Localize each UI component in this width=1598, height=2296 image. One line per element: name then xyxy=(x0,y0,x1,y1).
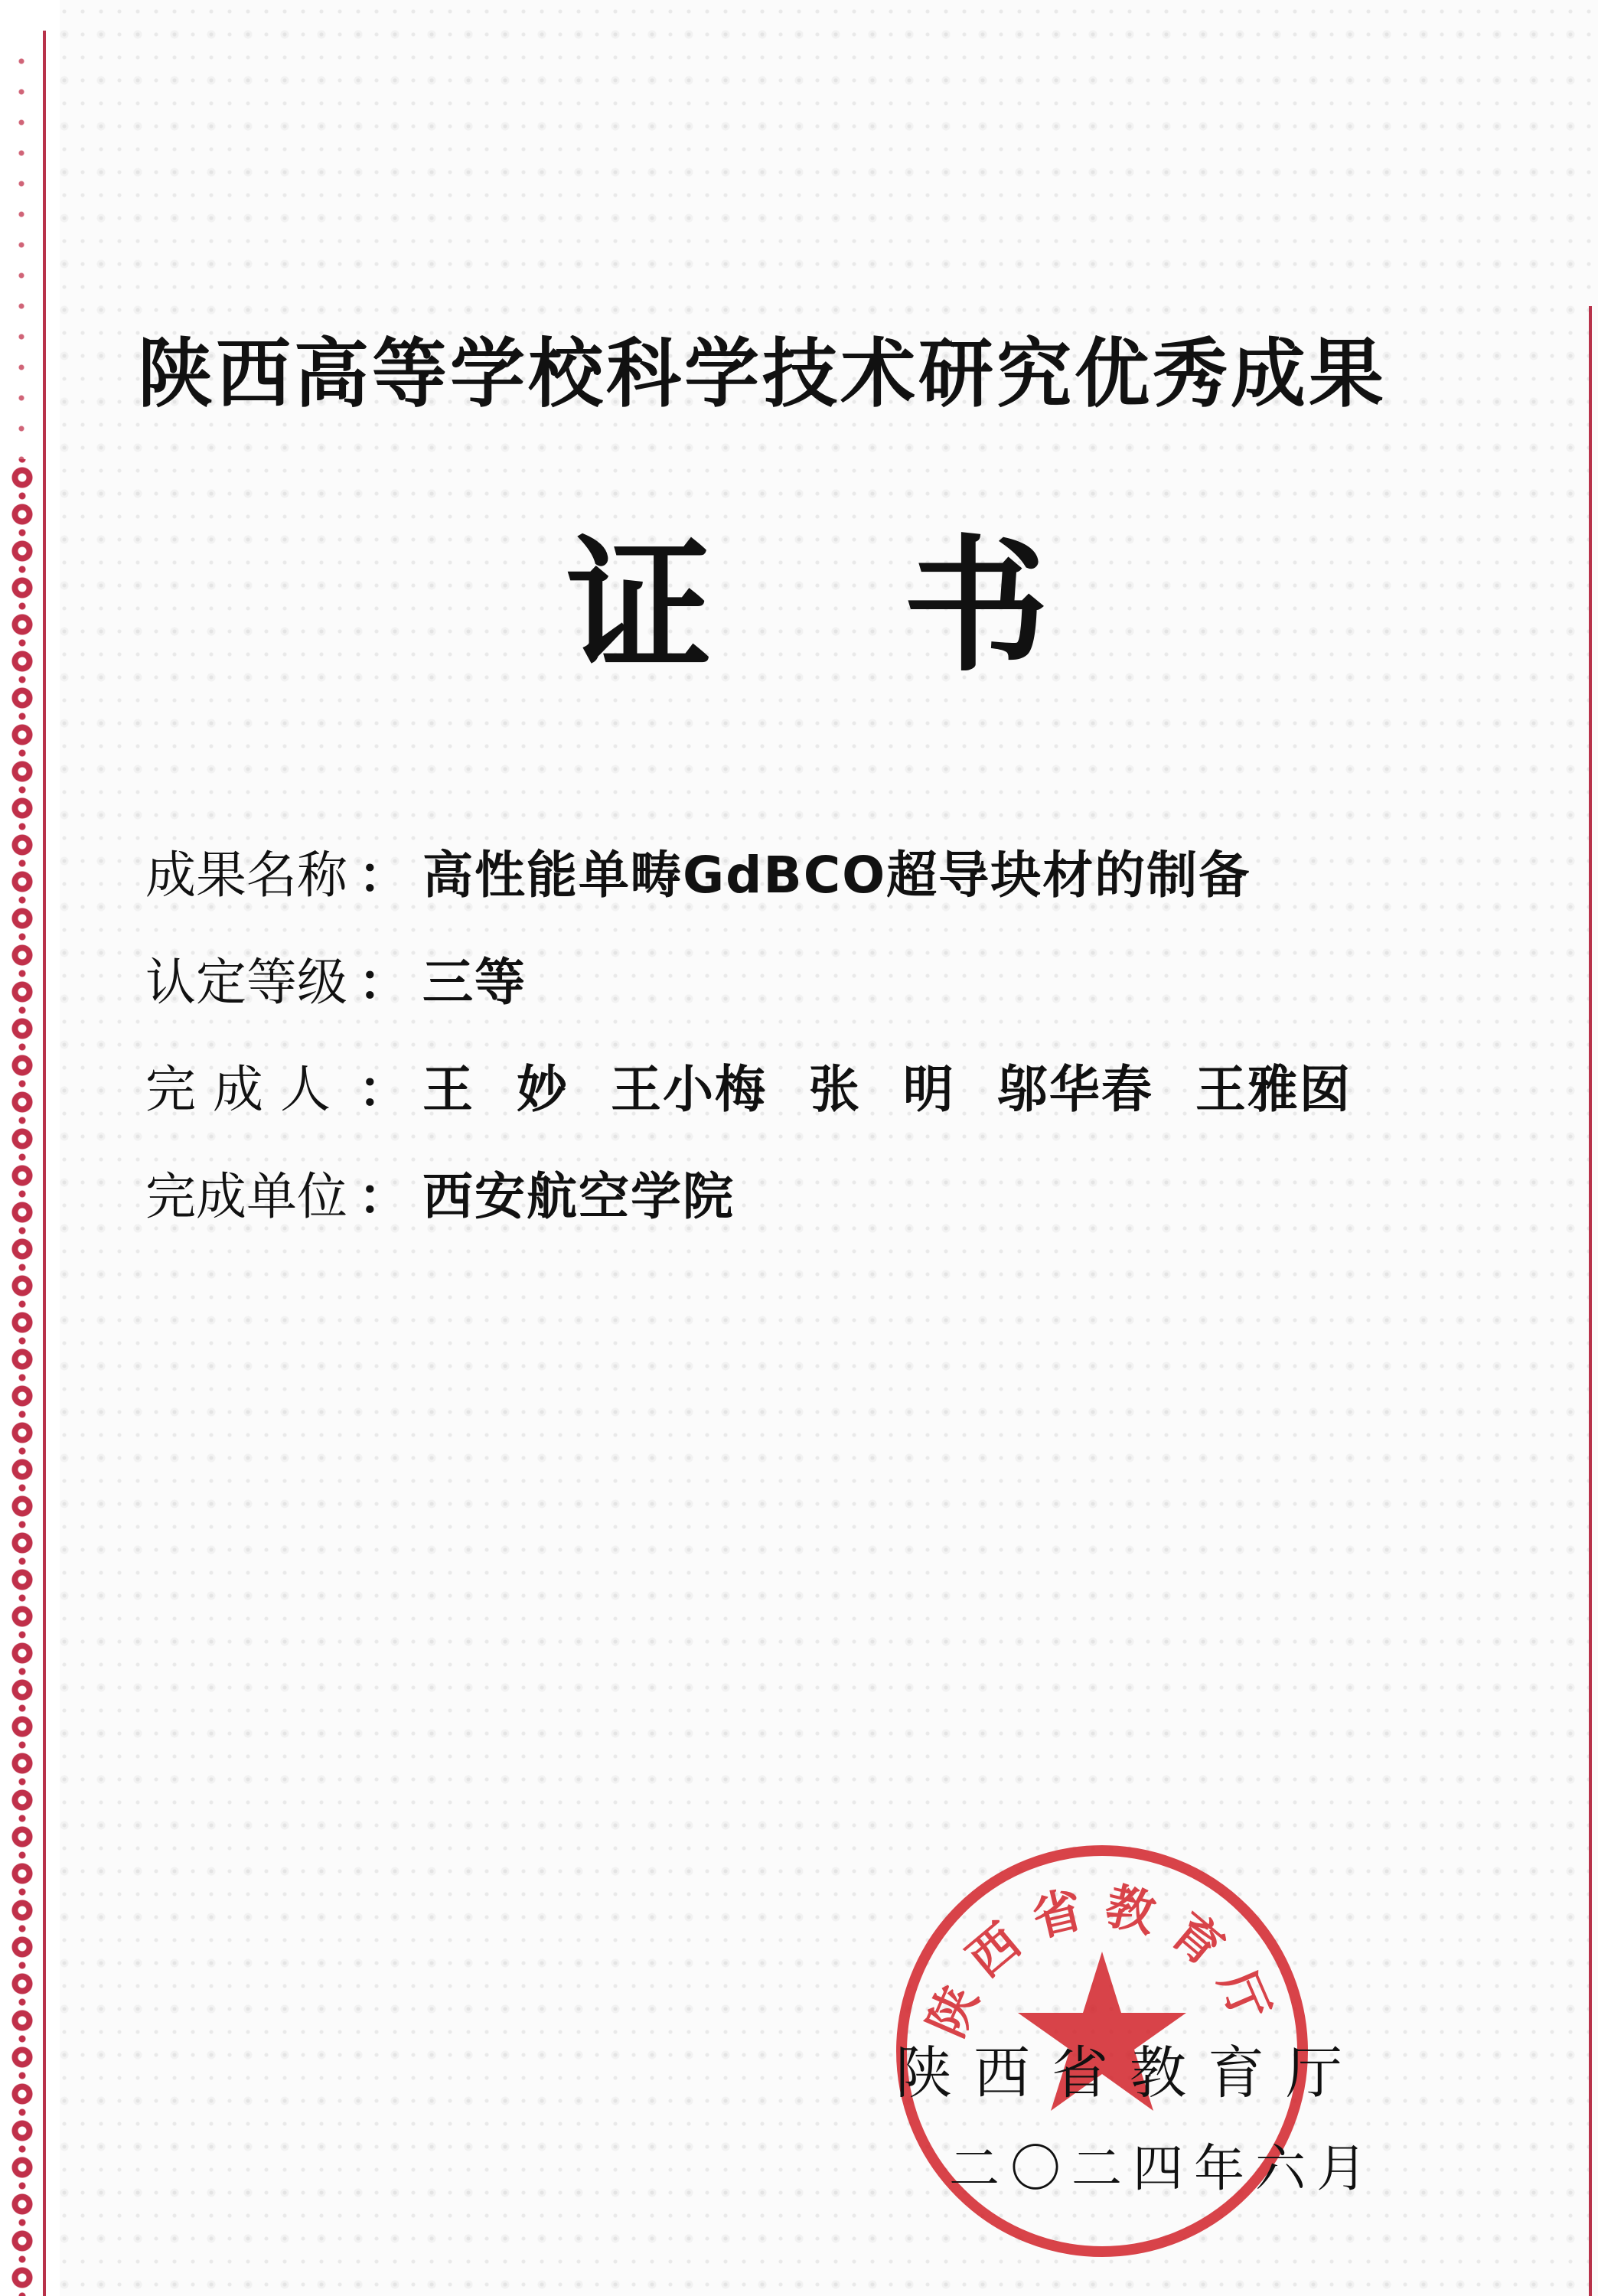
field-label: 成果名称 xyxy=(145,846,347,905)
border-line-right xyxy=(1589,306,1592,2296)
field-value: 王 妙 王小梅 张 明 邬华春 王雅囡 xyxy=(422,1060,1352,1119)
field-colon: ： xyxy=(358,953,409,1012)
field-value: 西安航空学院 xyxy=(422,1167,735,1226)
certificate-subtitle: 证书 xyxy=(566,520,1241,691)
issue-date: 二〇二四年六月 xyxy=(949,2139,1378,2198)
field-colon: ： xyxy=(358,1060,409,1119)
left-decorative-border xyxy=(0,0,60,2296)
field-colon: ： xyxy=(358,1167,409,1226)
field-value: 高性能单畴GdBCO超导块材的制备 xyxy=(422,846,1251,905)
field-label: 完成人 xyxy=(145,1060,347,1119)
issuing-authority: 陕西省教育厅 xyxy=(895,2040,1364,2106)
right-decorative-border xyxy=(1583,0,1598,2296)
field-label: 完成单位 xyxy=(145,1167,347,1226)
certificate-title: 陕西高等学校科学技术研究优秀成果 xyxy=(138,330,1388,418)
field-label: 认定等级 xyxy=(145,953,347,1012)
field-achievement-name xyxy=(145,834,1251,907)
border-line xyxy=(43,31,46,2296)
border-flower-pattern xyxy=(3,459,41,2296)
field-contributors xyxy=(145,1049,1352,1121)
seal-text: 陕西省教育厅 xyxy=(917,1877,1287,2046)
field-institution xyxy=(145,1156,735,1228)
border-pattern-top xyxy=(6,46,37,459)
field-award-level xyxy=(145,941,527,1014)
field-colon: ： xyxy=(358,846,409,905)
field-value: 三等 xyxy=(422,953,527,1012)
